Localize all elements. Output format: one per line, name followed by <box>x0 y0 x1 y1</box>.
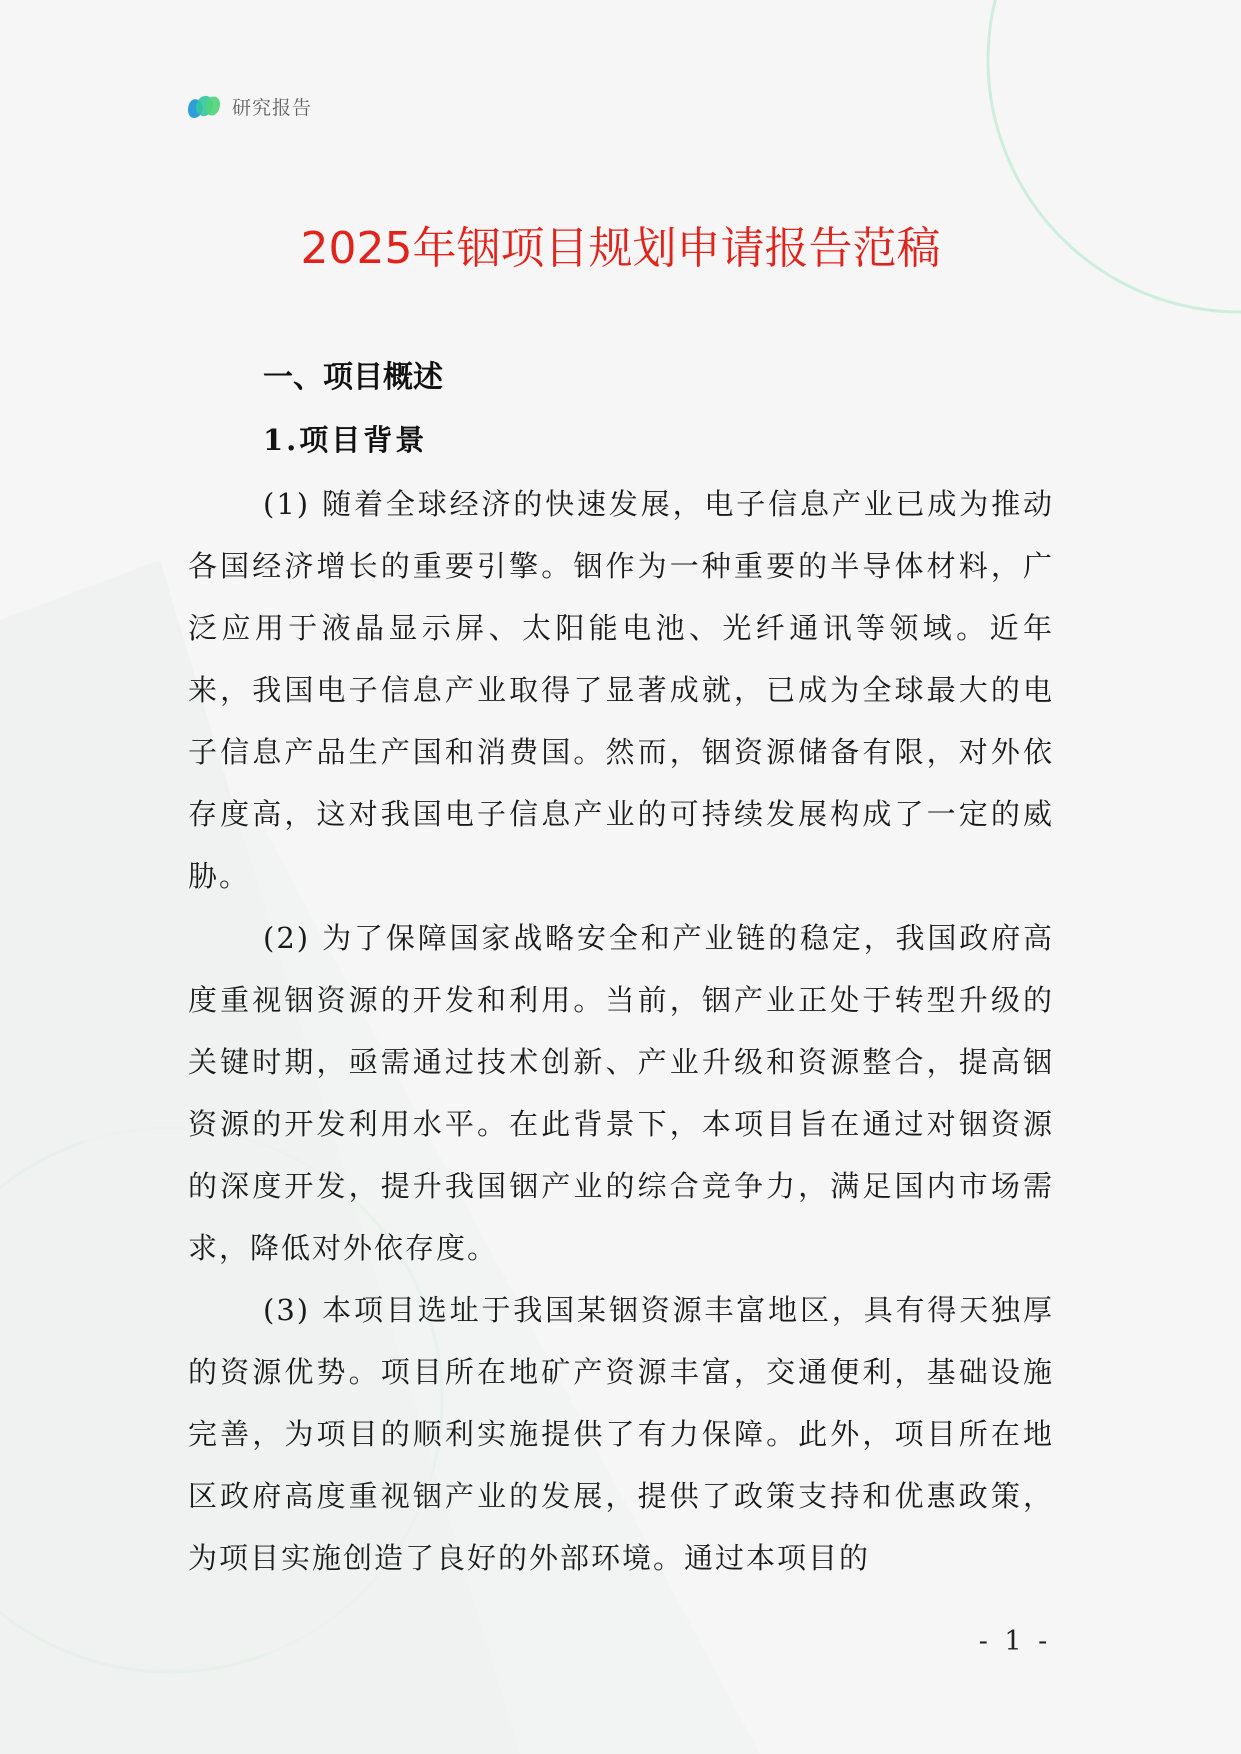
brand-logo-icon <box>186 90 222 122</box>
body-paragraph: (3) 本项目选址于我国某铟资源丰富地区，具有得天独厚的资源优势。项目所在地矿产资源丰富，交通便利，基础设施完善，为项目的顺利实施提供了有力保障。此外，项目所在地区政府高度重视铟产业的发展，提供了政策支持和优惠政策，为项目实施创造了良好的外部环境。通过本项目的 <box>188 1293 1054 1575</box>
section-heading: 一、项目概述 <box>263 360 443 395</box>
body-paragraph: (1) 随着全球经济的快速发展，电子信息产业已成为推动各国经济增长的重要引擎。铟作为一种重要的半导体材料，广泛应用于液晶显示屏、太阳能电池、光纤通讯等领域。近年来，我国电子信息产业取得了显著成就，已成为全球最大的电子信息产品生产国和消费国。然而，铟资源储备有限，对外依存度高，这对我国电子信息产业的可持续发展构成了一定的威胁。 <box>188 487 1054 893</box>
document-title: 2025年铟项目规划申请报告范稿 <box>300 223 941 274</box>
subsection-heading: 1.项目背景 <box>263 423 428 457</box>
body-paragraph: (2) 为了保障国家战略安全和产业链的稳定，我国政府高度重视铟资源的开发和利用。当前，铟产业正处于转型升级的关键时期，亟需通过技术创新、产业升级和资源整合，提高铟资源的开发利用水平。在此背景下，本项目旨在通过对铟资源的深度开发，提升我国铟产业的综合竞争力，满足国内市场需求，降低对外依存度。 <box>188 921 1054 1265</box>
page-header <box>186 88 312 124</box>
page-number: - 1 - <box>978 1626 1052 1657</box>
header-label: 研究报告 <box>232 96 313 119</box>
